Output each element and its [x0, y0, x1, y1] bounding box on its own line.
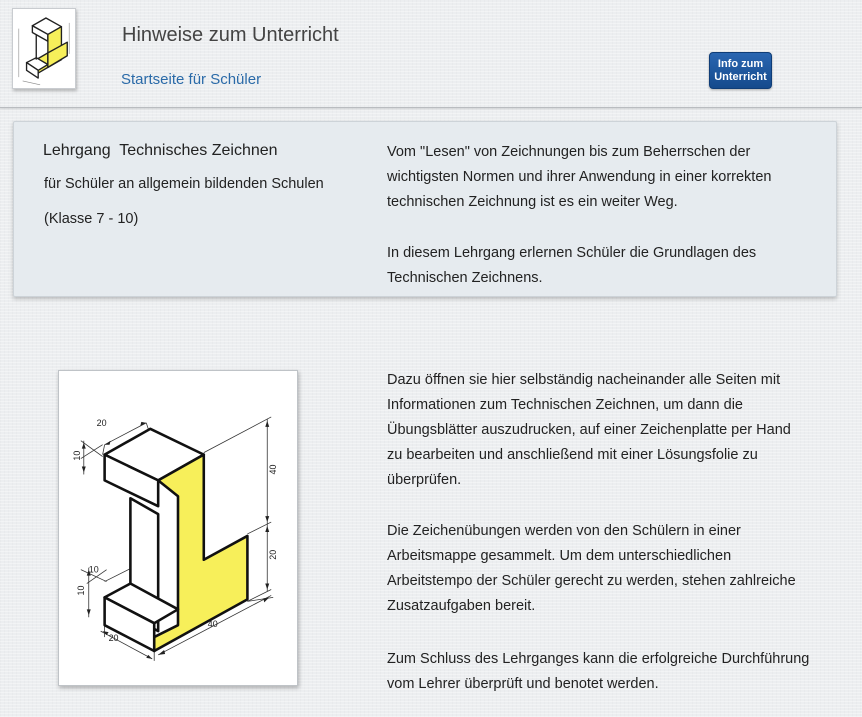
dim-bottom-length: 40 [207, 619, 218, 630]
body-text-line: überprüfen. [387, 472, 462, 488]
isometric-part-icon[interactable] [12, 8, 76, 89]
dim-top-height: 10 [71, 450, 82, 461]
body-text-line: Zusatzaufgaben bereit. [387, 598, 536, 614]
body-text-line: Informationen zum Technischen Zeichnen, um dann die [387, 397, 744, 413]
intro-text-line: technischen Zeichnung ist es ein weiter Weg. [387, 194, 678, 210]
logo-drawing [13, 9, 75, 88]
isometric-part-drawing [59, 371, 297, 685]
course-grades: (Klasse 7 - 10) [44, 211, 139, 227]
dim-right-upper: 40 [268, 464, 279, 475]
page-header [0, 0, 862, 108]
body-text-line: vom Lehrer überprüft und benotet werden. [387, 676, 659, 692]
body-text-line: Arbeitsmappe gesammelt. Um dem unterschiedlichen [387, 548, 732, 564]
page-title: Hinweise zum Unterricht [122, 24, 339, 46]
dim-lower-depth: 10 [88, 564, 99, 575]
isometric-drawing-figure [58, 370, 298, 686]
intro-text-line: wichtigsten Normen und ihrer Anwendung in einer korrekten [387, 169, 772, 185]
dim-bottom-width: 20 [108, 633, 119, 644]
body-text-line: Die Zeichenübungen werden von den Schülern in einer [387, 523, 741, 539]
dim-right-lower: 20 [268, 549, 279, 560]
intro-text-line: In diesem Lehrgang erlernen Schüler die Grundlagen des [387, 245, 757, 261]
body-text-line: Arbeitstempo der Schüler gerecht zu werden, stehen zahlreiche [387, 573, 796, 589]
body-text-line: Übungsblätter auszudrucken, auf einer Zeichenplatte per Hand [387, 422, 791, 438]
course-title: Lehrgang Technisches Zeichnen [43, 142, 278, 159]
intro-text-line: Technischen Zeichnens. [387, 270, 543, 286]
body-text-line: Zum Schluss des Lehrganges kann die erfolgreiche Durchführung [387, 651, 810, 667]
dim-top-width: 20 [96, 417, 107, 428]
body-text-line: Dazu öffnen sie hier selbständig nacheinander alle Seiten mit [387, 372, 781, 388]
home-link[interactable]: Startseite für Schüler [121, 71, 262, 88]
body-text-line: zu bearbeiten und anschließend mit einer Lösungsfolie zu [387, 447, 758, 463]
course-audience: für Schüler an allgemein bildenden Schulen [44, 176, 324, 192]
intro-text-line: Vom "Lesen" von Zeichnungen bis zum Beherrschen der [387, 144, 751, 160]
dim-lower-height: 10 [75, 585, 86, 596]
info-button[interactable]: Info zum Unterricht [709, 52, 772, 89]
